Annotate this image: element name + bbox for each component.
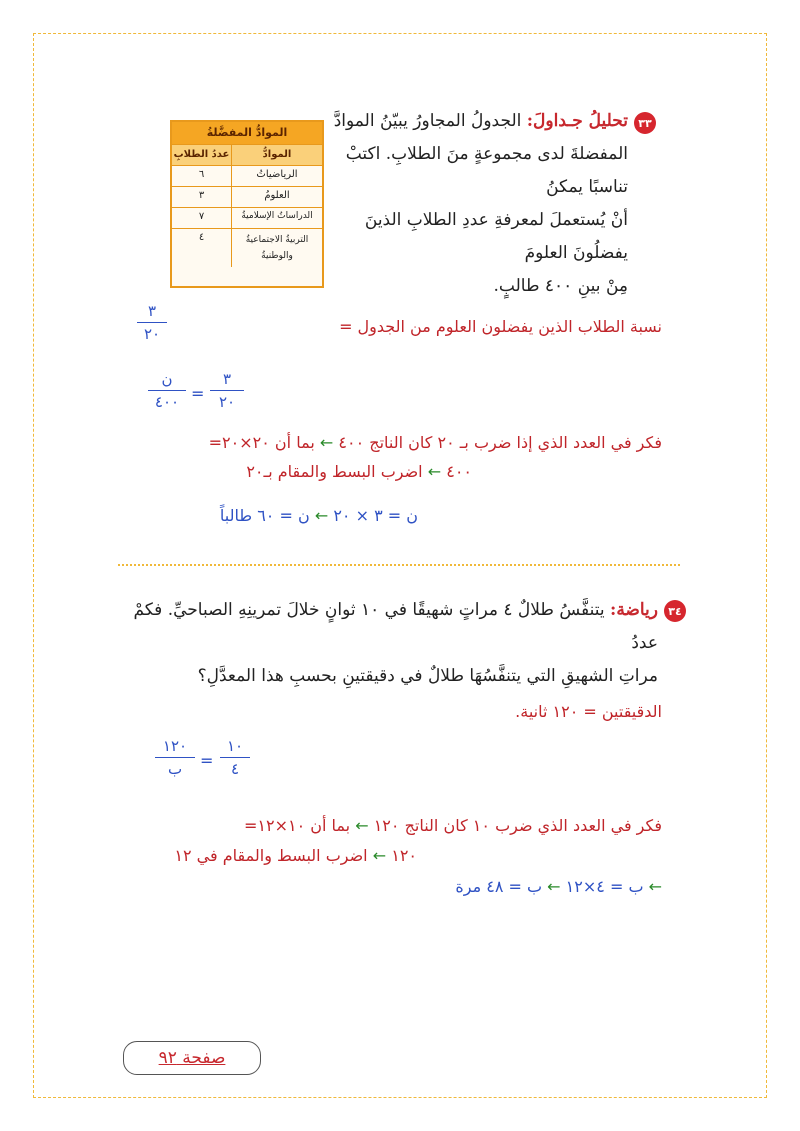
think-33-line-2-head: ٤٠٠	[446, 462, 472, 481]
section-divider	[118, 564, 680, 566]
table-header-subject: الموادُّ	[231, 145, 322, 165]
ratio-denominator: ٢٠	[143, 325, 161, 343]
proportion-33-left-denominator: ٤٠٠	[154, 393, 180, 411]
proportion-34-right-fraction	[220, 737, 250, 778]
problem-33-line-3: أنْ يُستعملَ لمعرفةِ عددِ الطلابِ الذينَ يفضلُونَ العلومَ	[364, 210, 628, 263]
proportion-33-right-numerator: ٣	[222, 370, 232, 388]
think-33-line-1-tail: بما أن ٢٠×٢٠=	[208, 433, 315, 452]
table-cell-count: ٧	[198, 211, 205, 222]
ratio-numerator: ٣	[147, 302, 157, 320]
proportion-33-right-fraction	[210, 370, 244, 411]
think-34-line-2-tail: اضرب البسط والمقام في ١٢	[174, 846, 368, 865]
answer-34-part-2: ب = ٤٨ مرة	[455, 877, 543, 896]
table-header-row	[172, 144, 322, 165]
answer-33	[220, 506, 418, 525]
proportion-34-left-denominator: ب	[167, 760, 183, 778]
proportion-34-right-denominator: ٤	[230, 760, 240, 778]
table-cell-count: ٦	[198, 169, 205, 180]
answer-34	[455, 877, 662, 896]
table-row	[172, 186, 322, 207]
problem-34-line-2: مراتِ الشهيقِ التي يتنفَّسُهَا طلالٌ في دقيقتينِ بحسبِ هذا المعدَّلِ؟	[197, 666, 658, 686]
think-34-line-2-head: ١٢٠	[391, 846, 417, 865]
favorite-subjects-table	[170, 120, 324, 288]
problem-33-term: تحليلُ جـداولَ:	[526, 111, 628, 131]
problem-33-line-1: الجدولُ المجاورُ يبيّنُ الموادَّ	[333, 111, 522, 131]
proportion-33-right-denominator: ٢٠	[218, 393, 236, 411]
problem-34-number: ٣٤	[668, 604, 682, 618]
table-cell-count: ٤	[198, 232, 205, 243]
ratio-bar	[137, 322, 167, 323]
arrow-icon: ←	[314, 506, 329, 525]
problem-34-term: رياضة:	[610, 600, 658, 620]
proportion-33-equals: =	[191, 384, 205, 403]
answer-34-part-1: ب = ٤×١٢	[565, 877, 644, 896]
think-34-line-1-text: فكر في العدد الذي ضرب ١٠ كان الناتج ١٢٠	[373, 816, 662, 835]
arrow-icon: ←	[372, 846, 387, 865]
proportion-34-left-numerator: ١٢٠	[162, 737, 188, 755]
table-cell-subject: العلومُ	[231, 187, 322, 207]
ratio-text: نسبة الطلاب الذين يفضلون العلوم من الجدول =	[339, 317, 662, 336]
problem-33-badge	[634, 112, 656, 134]
problem-34-line-1: يتنفَّسُ طلالٌ ٤ مراتٍ شهيقًا في ١٠ ثوانٍ خلالَ تمرينِهِ الصباحيِّ. فكمْ عددُ	[133, 600, 658, 653]
table-header-count: عددُ الطلابِ	[173, 149, 230, 160]
table-title: الموادُّ المفضَّلةُ	[172, 122, 322, 144]
arrow-icon: ←	[319, 433, 334, 452]
proportion-34-right-numerator: ١٠	[226, 737, 244, 755]
table-row	[172, 165, 322, 186]
problem-34-badge	[664, 600, 686, 622]
think-34-line-1	[244, 816, 662, 835]
proportion-34-equals: =	[200, 751, 214, 770]
page-number-tab	[123, 1041, 261, 1075]
proportion-33-left-numerator: ن	[161, 370, 173, 388]
arrow-icon: ←	[355, 816, 369, 835]
proportion-33-left-fraction	[148, 370, 186, 411]
page-number-label: صفحة ٩٢	[158, 1048, 226, 1068]
arrow-icon: ←	[648, 877, 662, 896]
arrow-icon: ←	[427, 462, 442, 481]
proportion-34-left-fraction	[155, 737, 195, 778]
problem-33-line-2: المفضلةَ لدى مجموعةٍ منَ الطلابِ. اكتبْ تناسبًا يمكنُ	[345, 144, 628, 197]
problem-33-line-4: مِنْ بينِ ٤٠٠ طالبٍ.	[493, 276, 628, 296]
table-cell-subject: الرياضياتُ	[231, 166, 322, 186]
table-cell-count: ٣	[198, 190, 205, 201]
think-33-line-2	[246, 462, 472, 481]
ratio-fraction	[137, 302, 167, 343]
think-34-line-2	[174, 846, 417, 865]
think-34-line-1-tail: بما أن ١٠×١٢=	[243, 816, 351, 835]
table-cell-subject: الدراساتُ الإسلاميةُ	[231, 208, 322, 228]
proportion-34-right-bar	[220, 757, 250, 758]
answer-33-part-1: ن = ٣ × ٢٠	[333, 506, 418, 525]
problem-33-number: ٣٣	[638, 116, 652, 130]
think-33-line-1	[209, 433, 662, 452]
proportion-33-left-bar	[148, 390, 186, 391]
proportion-34-left-bar	[155, 757, 195, 758]
table-cell-subject: التربيةُ الاجتماعيةُ والوطنيةُ	[231, 229, 322, 267]
arrow-icon: ←	[547, 877, 561, 896]
table-row	[172, 228, 322, 267]
problem-34-text	[118, 594, 658, 693]
problem-33-text	[328, 105, 628, 303]
think-33-line-2-tail: اضرب البسط والمقام بـ٢٠	[246, 462, 423, 481]
proportion-33-right-bar	[210, 390, 244, 391]
think-33-line-1-text: فكر في العدد الذي إذا ضرب بـ ٢٠ كان الناتج ٤٠٠	[338, 433, 662, 452]
answer-33-part-2: ن = ٦٠ طالباً	[219, 506, 310, 525]
table-row	[172, 207, 322, 228]
minutes-line: الدقيقتين = ١٢٠ ثانية.	[515, 702, 662, 721]
